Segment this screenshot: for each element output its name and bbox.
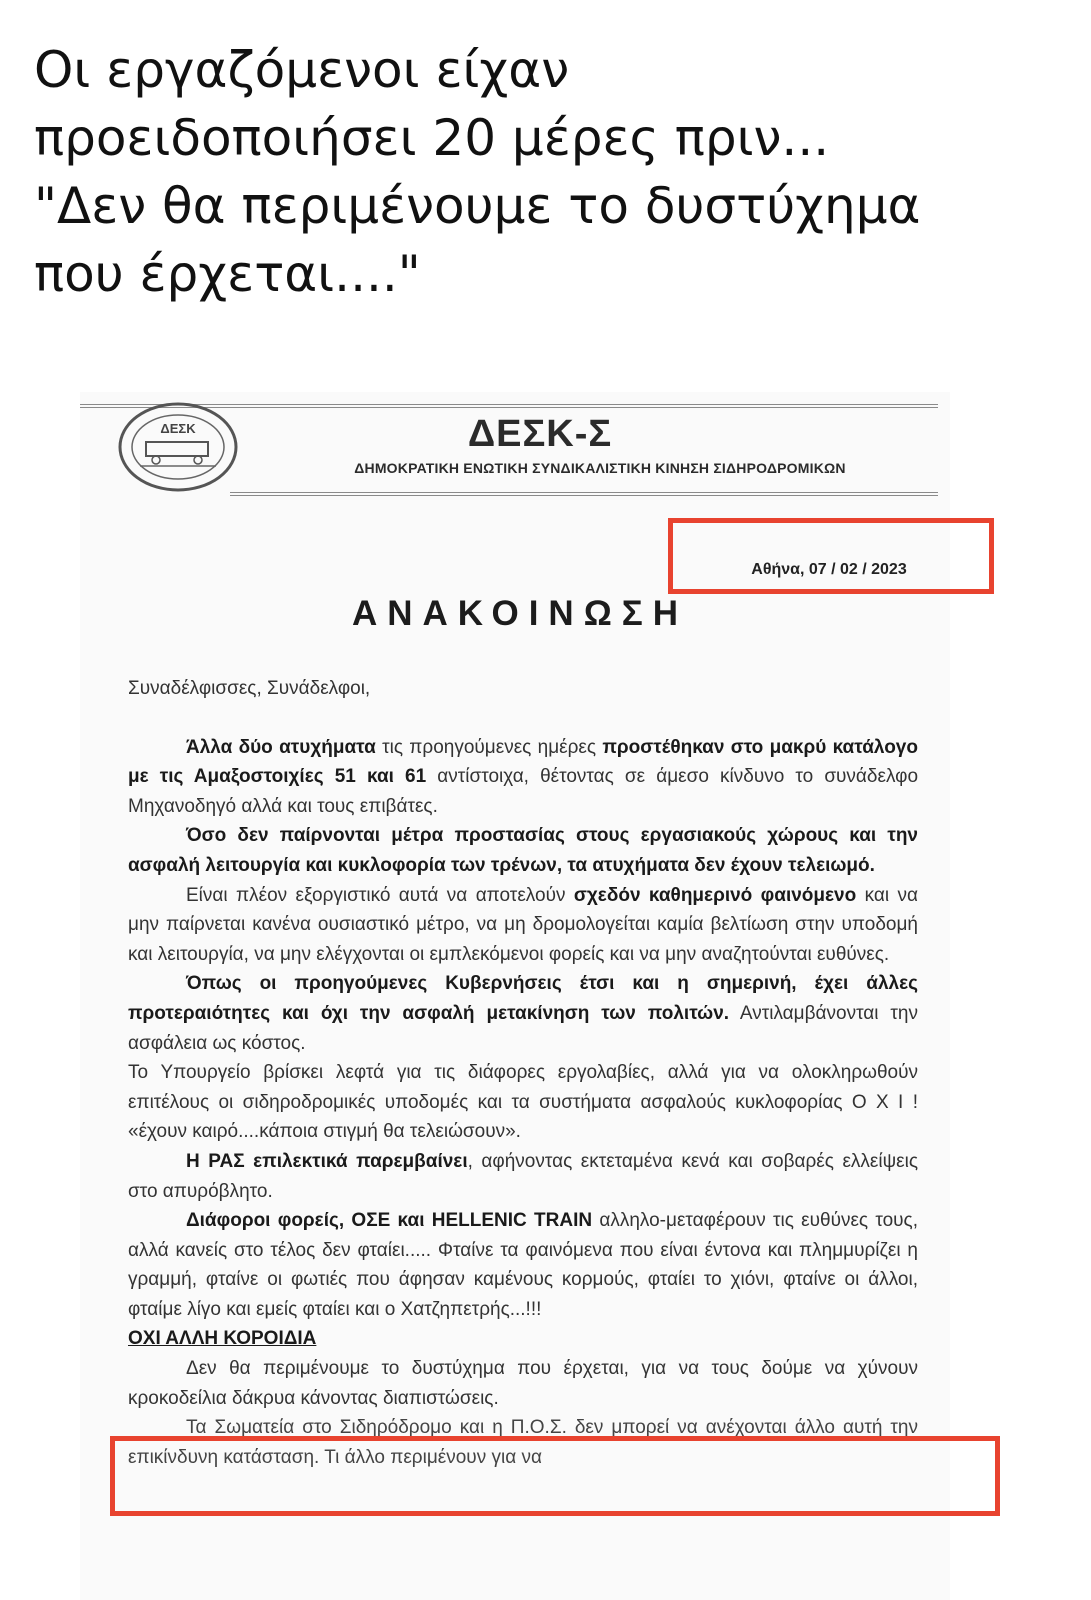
- paragraph-9: Δεν θα περιμένουμε το δυστύχημα που έρχεται, για να τους δούμε να χύνουν κροκοδείλια δάκρυα κάνοντας διαπιστώσεις.: [128, 1358, 918, 1409]
- paragraph-4: Όπως οι προηγούμενες Κυβερνήσεις έτσι και η σημερινή, έχει άλλες προτεραιότητες και όχι την ασφαλή μετακίνηση των πολιτών. Αντιλαμβάνονται την ασφάλεια ως κόστος.: [128, 973, 918, 1054]
- org-title: ΔΕΣΚ-Σ: [467, 413, 613, 455]
- caption-line-1: Οι εργαζόμενοι είχαν: [34, 41, 570, 99]
- greeting: Συναδέλφισσες, Συνάδελφοι,: [128, 678, 371, 699]
- paragraph-8: ΟΧΙ ΑΛΛΗ ΚΟΡΟΙΔΙΑ: [128, 1328, 317, 1350]
- paragraph-1: Άλλα δύο ατυχήματα τις προηγούμενες ημέρες προστέθηκαν στο μακρύ κατάλογο με τις Αμαξοστοιχίες 51 και 61 αντίστοιχα, θέτοντας σε άμεσο κίνδυνο το συνάδελφο Μηχανοδηγό αλλά και τους επιβάτες.: [128, 736, 919, 817]
- paragraph-10: Τα Σωματεία στο Σιδηρόδρομο και η Π.Ο.Σ. δεν μπορεί να ανέχονται άλλο αυτή την επικίνδυνη κατάσταση. Τι άλλο περιμένουν για να: [128, 1417, 918, 1468]
- paragraph-6: Η ΡΑΣ επιλεκτικά παρεμβαίνει, αφήνοντας εκτεταμένα κενά και σοβαρές ελλείψεις στο απυρόβλητο.: [128, 1150, 918, 1202]
- org-subtitle: ΔΗΜΟΚΡΑΤΙΚΗ ΕΝΩΤΙΚΗ ΣΥΝΔΙΚΑΛΙΣΤΙΚΗ ΚΙΝΗΣΗ ΣΙΔΗΡΟΔΡΟΜΙΚΩΝ: [354, 460, 846, 476]
- paragraph-5: Το Υπουργείο βρίσκει λεφτά για τις διάφορες εργολαβίες, αλλά για να ολοκληρωθούν επιτέλους οι σιδηροδρομικές υποδομές και τα συστήματα ασφαλούς κυκλοφορίας Ο Χ Ι ! «έχουν καιρό....κάποια στιγμή θα τελειώσουν».: [128, 1062, 918, 1143]
- date-highlight-box: [668, 518, 994, 594]
- union-logo-icon: [116, 400, 240, 494]
- document-date: Αθήνα, 07 / 02 / 2023: [751, 561, 907, 578]
- svg-text:ΔΕΣΚ: ΔΕΣΚ: [160, 421, 196, 436]
- document-heading: ΑΝΑΚΟΙΝΩΣΗ: [351, 594, 689, 633]
- bottom-rule: [230, 492, 938, 496]
- quote-highlight-box: [110, 1436, 1000, 1516]
- paragraph-3: Είναι πλέον εξοργιστικό αυτά να αποτελούν σχεδόν καθημερινό φαινόμενο και να μην παίρνεται κανένα ουσιαστικό μέτρο, να μη δρομολογείται καμία βελτίωση στην υποδομή και λειτουργία, να μην ελέγχονται οι εμπλεκόμενοι φορείς και να μην αναζητούνται ευθύνες.: [128, 884, 918, 965]
- paragraph-7: Διάφοροι φορείς, ΟΣΕ και HELLENIC TRAIN αλληλο-μεταφέρουν τις ευθύνες τους, αλλά κανείς στο τέλος δεν φταίει..... Φταίνε τα φαινόμενα που είναι έντονα και πλημμυρίζει η γραμμή, φταίνε οι φωτιές που άφησαν καμένους κορμούς, φταίει το χιόνι, φταίνε οι άλλοι, φταίμε λίγο και εμείς φταίει και ο Χατζηπετρής...!!!: [128, 1210, 918, 1320]
- document-body: [128, 674, 918, 1472]
- paragraph-2: Όσο δεν παίρνονται μέτρα προστασίας στους εργασιακούς χώρους και την ασφαλή λειτουργία και κυκλοφορία των τρένων, τα ατυχήματα δεν έχουν τελειωμό.: [128, 825, 918, 876]
- post-caption: [34, 36, 1064, 308]
- caption-line-4: που έρχεται....": [34, 245, 421, 303]
- caption-line-2: προειδοποιήσει 20 μέρες πριν...: [34, 109, 830, 167]
- caption-line-3: "Δεν θα περιμένουμε το δυστύχημα: [34, 177, 921, 235]
